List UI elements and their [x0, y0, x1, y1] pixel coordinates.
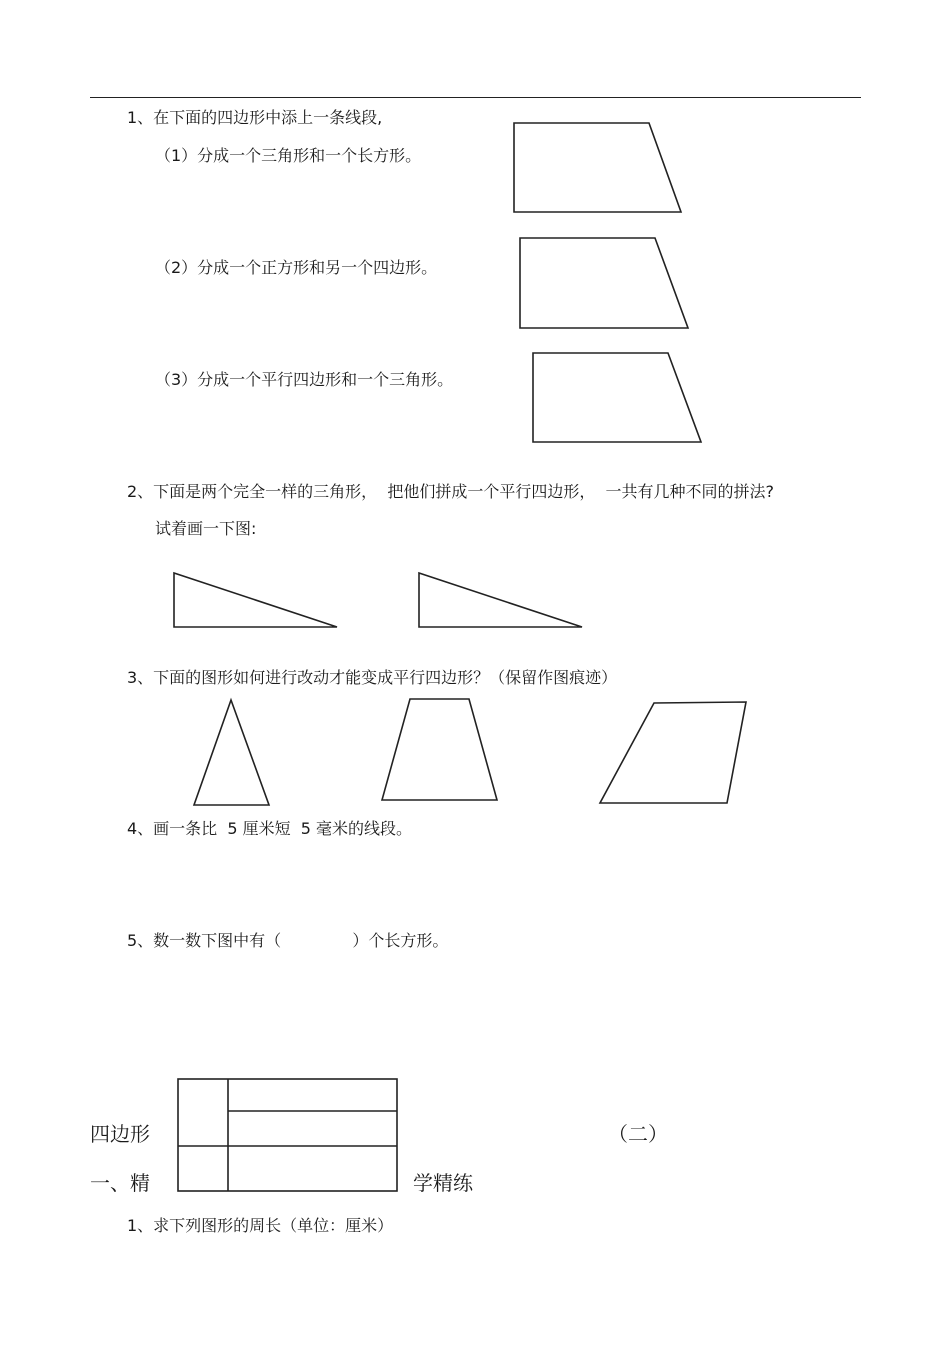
q2-sub: 试着画一下图:: [155, 519, 257, 538]
q3-title: 3、下面的图形如何进行改动才能变成平行四边形？（保留作图痕迹）: [127, 668, 618, 687]
q1-sub2: （2）分成一个正方形和另一个四边形。: [155, 258, 438, 277]
q2-title: 2、下面是两个完全一样的三角形， 把他们拼成一个平行四边形， 一共有几种不同的拼法?: [127, 482, 775, 501]
q4-title: 4、画一条比 5 厘米短 5 毫米的线段。: [127, 819, 413, 838]
section-q1: 1、求下列图形的周长（单位：厘米）: [127, 1216, 394, 1235]
part-title-left: 一、精: [90, 1171, 150, 1195]
part-title-right: 学精练: [413, 1171, 473, 1195]
outer-rectangle: [178, 1079, 397, 1191]
q1-title: 1、在下面的四边形中添上一条线段,: [127, 108, 383, 127]
section-heading: 四边形: [90, 1122, 150, 1146]
q1-sub1: （1）分成一个三角形和一个长方形。: [155, 146, 422, 165]
section-number: （二）: [608, 1122, 668, 1146]
q1-sub3: （3）分成一个平行四边形和一个三角形。: [155, 370, 454, 389]
q5-title: 5、数一数下图中有（ ）个长方形。: [127, 931, 449, 950]
